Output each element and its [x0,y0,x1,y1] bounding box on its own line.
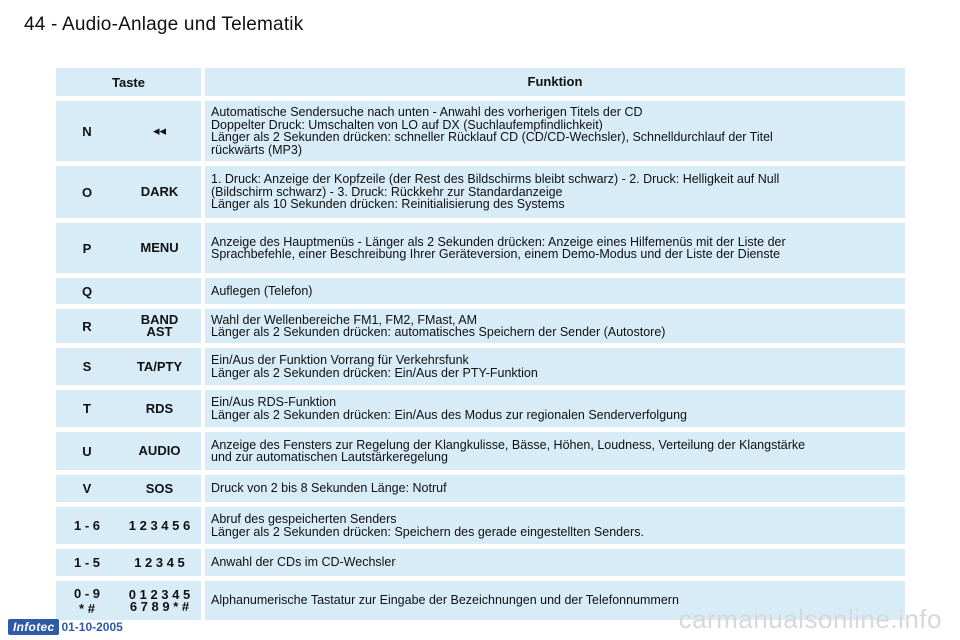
row-button-label-text: TA/PTY [136,358,183,374]
row-function [205,101,905,161]
row-button-label [118,390,201,427]
row-key-text: Q [81,283,93,299]
row-function [205,309,905,343]
table-row [56,309,905,343]
row-button-label [118,278,201,304]
row-function [205,348,905,385]
table-row [56,549,905,576]
row-function [205,549,905,576]
row-key [56,432,118,470]
row-key [56,348,118,385]
row-button-label [118,475,201,502]
row-function-text: Wahl der Wellenbereiche FM1, FM2, FMast, AM Länger als 2 Sekunden drücken: automatisches Speichern der Sender (Autostore) [211,312,666,339]
row-function-text: Automatische Sendersuche nach unten - Anwahl des vorherigen Titels der CD Doppelter Druck: Umschalten von LO auf DX (Suchlaufempfindlichkeit) Länger als 2 Sekunden drücken: schneller Rücklauf CD (CD/CD-Wechsler), Schnelldurchlauf der Titel rückwärts (MP3) [211,105,773,157]
row-button-label-text: RDS [145,400,174,416]
row-function [205,390,905,427]
row-function-text: Anzeige des Fensters zur Regelung der Klangkulisse, Bässe, Höhen, Loudness, Verteilung der Klangstärke und zur automatischen Lautstärkeregelung [211,437,806,464]
infotec-logo: Infotec [8,619,59,635]
row-function [205,507,905,544]
row-key-text: T [83,401,91,416]
row-key [56,507,118,544]
row-button-label-text: 1 2 3 4 5 [134,554,185,570]
row-function [205,166,905,218]
row-button-label [118,348,201,385]
table-row [56,348,905,385]
row-button-label-text: AUDIO [138,443,181,458]
row-button-label [118,309,201,343]
table-row [56,507,905,544]
footer-date: 01-10-2005 [61,620,123,634]
row-key-text: R [82,318,92,334]
row-function-text: Alphanumerische Tastatur zur Eingabe der Bezeichnungen und der Telefonnummern [211,593,679,608]
row-function-text: Druck von 2 bis 8 Sekunden Länge: Notruf [211,481,447,496]
table-row [56,390,905,427]
row-button-label [118,166,201,218]
row-function [205,278,905,304]
row-button-label-text: SOS [145,480,174,496]
row-key [56,101,118,161]
row-key-text: N [82,123,92,139]
row-key [56,549,118,576]
row-button-label-text: 1 2 3 4 5 6 [128,517,191,533]
table-row [56,475,905,502]
row-button-label-text: BAND AST [140,312,179,339]
row-key [56,278,118,304]
row-key-text: V [82,481,92,496]
row-key [56,309,118,343]
watermark: carmanualsonline.info [678,604,942,634]
row-button-label-text: ◂◂ [152,123,167,138]
header-taste: Taste [56,68,201,96]
row-function [205,475,905,502]
row-function [205,223,905,273]
row-button-label [118,223,201,273]
table-row [56,223,905,273]
table-row [56,101,905,161]
row-function-text: 1. Druck: Anzeige der Kopfzeile (der Rest des Bildschirms bleibt schwarz) - 2. Druck: Helligkeit auf Null (Bildschirm schwarz) - 3. Druck: Rückkehr zur Standardanzeige Länger als 10 Sekunden drücken: Reinitialisierung des Systems [211,172,780,212]
row-key-text: 1 - 5 [73,555,100,570]
header-funktion: Funktion [205,68,905,96]
row-function-text: Ein/Aus RDS-Funktion Länger als 2 Sekunden drücken: Ein/Aus des Modus zur regionalen Senderverfolgung [211,395,688,422]
row-function-text: Ein/Aus der Funktion Vorrang für Verkehrsfunk Länger als 2 Sekunden drücken: Ein/Aus der PTY-Funktion [211,353,538,380]
key-function-table [56,68,905,625]
row-key [56,475,118,502]
row-key-text: 0 - 9 * # [73,585,100,616]
table-row [56,432,905,470]
row-function-text: Abruf des gespeicherten Senders Länger als 2 Sekunden drücken: Speichern des gerade eingestellten Senders. [211,512,644,539]
row-button-label-text: DARK [140,184,179,199]
page-title: 44 - Audio-Anlage und Telematik [24,14,304,35]
table-header-row [56,68,905,96]
row-key-text: P [82,240,92,256]
row-button-label-text: 0 1 2 3 4 5 6 7 8 9 * # [128,586,191,614]
row-key [56,581,118,620]
row-button-label [118,101,201,161]
table-row [56,166,905,218]
row-function-text: Auflegen (Telefon) [211,283,313,298]
row-function [205,432,905,470]
row-key [56,223,118,273]
row-key-text: S [82,359,92,374]
table-row [56,278,905,304]
row-key [56,166,118,218]
row-button-label [118,549,201,576]
row-key-text: U [82,443,92,459]
row-key [56,390,118,427]
row-button-label [118,507,201,544]
row-button-label [118,432,201,470]
row-button-label-text: MENU [140,240,179,255]
row-button-label [118,581,201,620]
row-function-text: Anzeige des Hauptmenüs - Länger als 2 Sekunden drücken: Anzeige eines Hilfemenüs mit der Liste der Sprachbefehle, einer Beschreibung Ihrer Geräteversion, einem Demo-Modus und der Liste der Dienste [211,234,786,261]
row-key-text: O [81,184,93,200]
row-key-text: 1 - 6 [73,518,100,533]
row-function-text: Anwahl der CDs im CD-Wechsler [211,555,396,570]
footer [8,619,123,635]
